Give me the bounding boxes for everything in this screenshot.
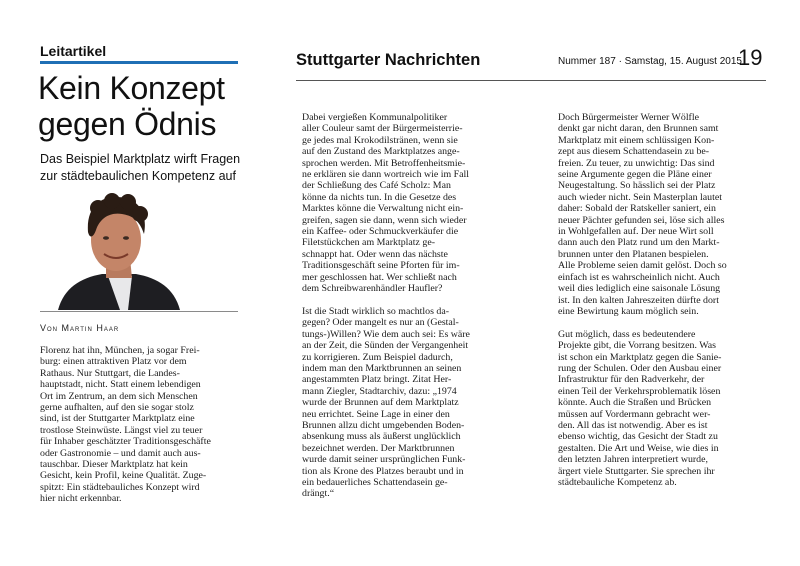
body-column-3: Doch Bürgermeister Werner Wölfle denkt gar nicht daran, den Brunnen samt Marktplatz mit einem schlüssigen Kon- zept aus diesem Schattendasein zu be- freien. Zu teuer, zu unwichtig: Das sind seine Argumente gegen die Pläne einer Neugestaltung. So hässlich sei der Platz auch wieder nicht. Sein Masterplan lautet daher: Sobald der Ratskeller saniert, ein neuer Pächter gefunden sei, löse sich alles in Wohlgefallen auf. Der neue Wirt soll dann auch den Platz rund um den Markt- brunnen unter den Platanen bespielen. Alle Probleme seien damit gelöst. Doch so einfach ist es wahrscheinlich nicht. Auch weil dies lediglich eine saisonale Lösung ist. In den kalten Jahreszeiten dürfte dort eine Bewirtung kaum möglich sein. Gut möglich, dass es bedeutendere Projekte gibt, die Vorrang besitzen. Was ist schon ein Marktplatz gegen die Sanie- rung der Schulen. Oder den Ausbau einer Infrastruktur für den Radverkehr, der einen Teil der Verkehrsproblematik lösen könnte. Auch die Straßen und Brücken müssen auf Vordermann gebracht wer- den. All das ist notwendig. Aber es ist ebenso wichtig, das Gesicht der Stadt zu gestalten. Die Art und Weise, wie dies in den letzten Jahren interpretiert wurde, ärgert viele Stuttgarter. Sie sprechen ihr städtebauliche Kompetenz ab. [558, 112, 727, 488]
byline: Von Martin Haar [40, 323, 120, 333]
subheadline: Das Beispiel Marktplatz wirft Fragen zur städtebaulichen Kompetenz auf [40, 152, 241, 183]
issue-info: Nummer 187 · Samstag, 15. August 2015 [558, 56, 742, 67]
section-label: Leitartikel [40, 43, 107, 59]
body-column-1: Florenz hat ihn, München, ja sogar Frei- burg: einen attraktiven Platz vor dem Rathaus. Nur Stuttgart, die Landes- hauptstadt, nicht. Statt einem lebendigen Ort im Zentrum, an dem sich Menschen gerne aufhalten, auf den sie sogar stolz sind, ist der Stuttgarter Marktplatz eine trostlose Steinwüste. Längst viel zu teuer für Inhaber geschätzter Traditionsgeschäfte oder Gastronomie – und damit auch aus- tauschbar. Dieser Marktplatz hat kein Gesicht, kein Profil, keine Qualität. Zuge- spitzt: Ein städtebauliches Konzept wird hier nicht erkennbar. [40, 345, 211, 505]
author-portrait-image [40, 192, 240, 310]
headline: Kein Konzept gegen Ödnis [38, 70, 225, 142]
author-photo [40, 192, 240, 310]
newspaper-masthead: Stuttgarter Nachrichten [296, 51, 481, 69]
page-number: 19 [738, 45, 763, 70]
body-column-2: Dabei vergießen Kommunalpolitiker aller Couleur samt der Bürgermeisterrie- ge jedes mal Krokodilstränen, wenn sie auf den Zustand des Marktplatzes ange- sprochen werden. Mit Betroffenheitsmie- ne erklären sie dann wortreich wie im Fall der Schließung des Café Scholz: Man könne da nichts tun. In die Gesetze des Marktes könne die Verwaltung nicht ein- greifen, sagen sie dann, wenn sich wieder ein Kaffee- oder Schmuckverkäufer die Filetstückchen am Marktplatz ge- schnappt hat. Oder wenn das nächste Traditionsgeschäft seine Pforten für im- mer geschlossen hat. Wer schließt nach dem Schreibwarenhändler Haufler? Ist die Stadt wirklich so machtlos da- gegen? Oder mangelt es nur an (Gestal- tungs-)Willen? Wie dem auch sei: Es wäre an der Zeit, die Sünden der Vergangenheit zu korrigieren. Zum Beispiel dadurch, indem man den Marktbrunnen an seinen angestammten Platz bringt. Zitat Her- mann Ziegler, Stadtarchiv, dazu: „1974 wurde der Brunnen auf dem Marktplatz neu errichtet. Seine Lage in einer den Brunnen allzu dicht umgebenden Boden- absenkung muss als äußerst unglücklich bezeichnet werden. Der Marktbrunnen wurde damit seiner ursprünglichen Funk- tion als Krone des Platzes beraubt und in ein bedauerliches Schattendasein ge- drängt.“ [302, 112, 470, 500]
photo-rule [40, 311, 238, 312]
section-rule [40, 61, 238, 64]
masthead-rule [296, 80, 766, 81]
